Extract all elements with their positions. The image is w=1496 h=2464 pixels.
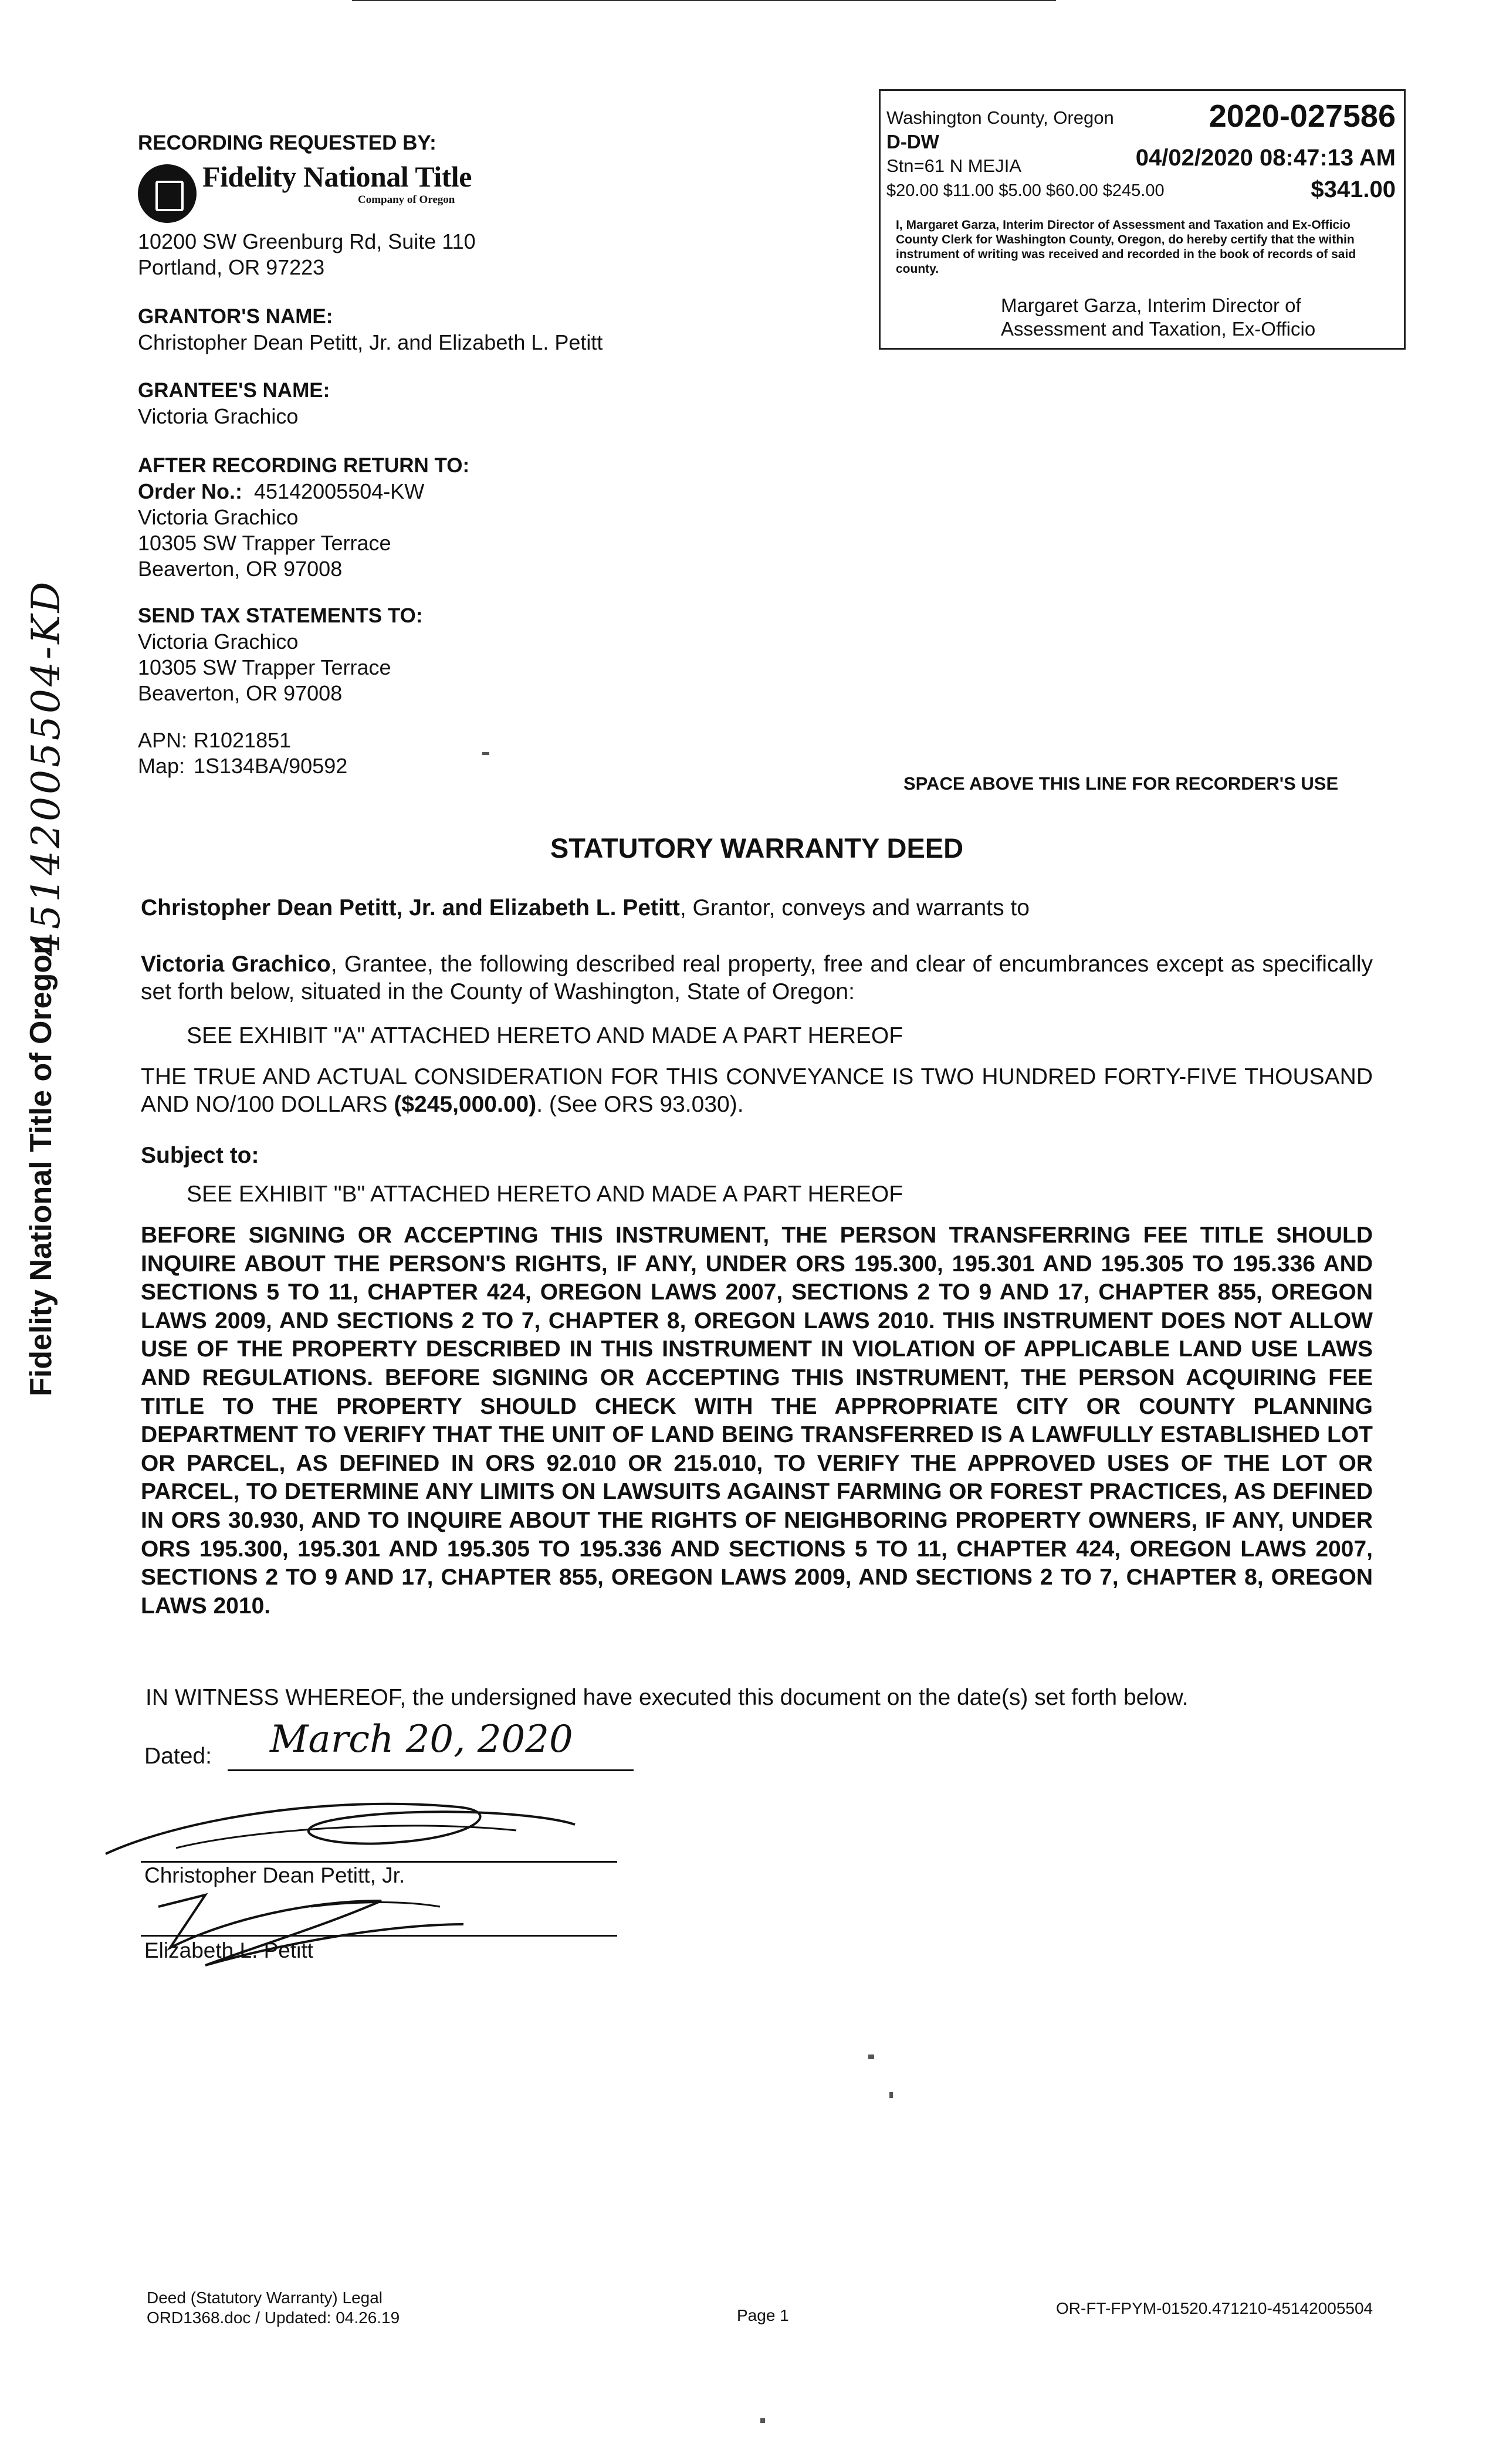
recorder-doc-type: D-DW [886,131,939,153]
document-title: STATUTORY WARRANTY DEED [550,832,964,864]
recorder-total: $341.00 [1311,177,1396,202]
grantor-clause [141,894,1373,922]
company-sub: Company of Oregon [358,194,455,206]
scan-speck [889,2092,893,2098]
dated-line [228,1769,634,1771]
recorder-stamp-box [879,89,1406,350]
recorder-fees: $20.00 $11.00 $5.00 $60.00 $245.00 [886,181,1165,200]
grantor-names: Christopher Dean Petitt, Jr. and Elizabeth L. Petitt [141,895,680,920]
subject-to-label: Subject to: [141,1143,259,1168]
footer-page-number: Page 1 [737,2306,789,2324]
recorder-datetime: 04/02/2020 08:47:13 AM [1135,145,1396,171]
return-label: AFTER RECORDING RETURN TO: [138,454,470,477]
recorder-county: Washington County, Oregon [886,107,1114,128]
map-label: Map: [138,754,185,778]
footer-right: OR-FT-FPYM-01520.471210-45142005504 [1056,2299,1373,2317]
scan-speck [482,752,489,755]
company-address [138,229,476,280]
witness-clause: IN WITNESS WHEREOF, the undersigned have executed this document on the date(s) set forth below. [145,1685,1189,1710]
recorder-signer-line1: Margaret Garza, Interim Director of [1001,295,1301,316]
grantee-rest: , Grantee, the following described real property, free and clear of encumbrances except as specifically set forth below, situated in the County of Washington, State of Oregon: [141,952,1373,1004]
tax-block [138,603,422,706]
grantee-label: GRANTEE'S NAME: [138,379,330,402]
return-addr2: Beaverton, OR 97008 [138,557,343,581]
scan-speck [868,2055,874,2059]
signature-scribble-1 [94,1783,639,1871]
company-name: Fidelity National Title [202,160,472,193]
seal-icon [138,164,197,223]
dated-handwritten: March 20, 2020 [270,1718,573,1761]
land-use-notice: BEFORE SIGNING OR ACCEPTING THIS INSTRUMENT, THE PERSON TRANSFERRING FEE TITLE SHOULD INQUIRE ABOUT THE PERSON'S RIGHTS, IF ANY, UNDER ORS 195.300, 195.301 AND 195.305 TO 195.336 AND SECTIONS 5 TO 11, CHAPTER 424, OREGON LAWS 2007, SECTIONS 2 TO 9 AND 17, CHAPTER 855, OREGON LAWS 2009, AND SECTIONS 2 TO 7, CHAPTER 8, OREGON LAWS 2010. THIS INSTRUMENT DOES NOT ALLOW USE OF THE PROPERTY DESCRIBED IN THIS INSTRUMENT IN VIOLATION OF APPLICABLE LAND USE LAWS AND REGULATIONS. BEFORE SIGNING OR ACCEPTING THIS INSTRUMENT, THE PERSON ACQUIRING FEE TITLE TO THE PROPERTY SHOULD CHECK WITH THE APPROPRIATE CITY OR COUNTY PLANNING DEPARTMENT TO VERIFY THAT THE UNIT OF LAND BEING TRANSFERRED IS A LAWFULLY ESTABLISHED LOT OR PARCEL, AS DEFINED IN ORS 92.010 OR 215.010, TO VERIFY THE APPROVED USES OF THE LOT OR PARCEL, TO DETERMINE ANY LIMITS ON LAWSUITS AGAINST FARMING OR FOREST PRACTICES, AS DEFINED IN ORS 30.930, AND TO INQUIRE ABOUT THE RIGHTS OF NEIGHBORING PROPERTY OWNERS, IF ANY, UNDER ORS 195.300, 195.301 AND 195.305 TO 195.336 AND SECTIONS 5 TO 11, CHAPTER 424, OREGON LAWS 2007, SECTIONS 2 TO 9 AND 17, CHAPTER 855, OREGON LAWS 2009, AND SECTIONS 2 TO 7, CHAPTER 8, OREGON LAWS 2010. [141,1223,1373,1619]
order-label: Order No.: [138,479,243,503]
recording-requested-label: RECORDING REQUESTED BY: [138,131,436,154]
grantor-value: Christopher Dean Petitt, Jr. and Elizabeth L. Petitt [138,330,603,354]
scan-speck [760,2418,765,2423]
signature-line-1 [141,1861,617,1863]
signature-line-2 [141,1935,617,1937]
space-above-notice: SPACE ABOVE THIS LINE FOR RECORDER'S USE [903,773,1339,794]
address-line1: 10200 SW Greenburg Rd, Suite 110 [138,229,476,253]
tax-addr2: Beaverton, OR 97008 [138,681,343,705]
order-value: 45142005504-KW [254,479,425,503]
tax-name: Victoria Grachico [138,629,299,654]
side-company-text: Fidelity National Title of Oregon [24,936,58,1396]
company-logo [138,160,549,218]
exhibit-a-line: SEE EXHIBIT "A" ATTACHED HERETO AND MADE A PART HEREOF [187,1023,903,1048]
return-name: Victoria Grachico [138,505,299,529]
address-line2: Portland, OR 97223 [138,255,325,279]
recorder-signer [1001,294,1315,341]
dated-label: Dated: [144,1744,212,1769]
consideration-amount: ($245,000.00) [394,1092,537,1117]
exhibit-b-line: SEE EXHIBIT "B" ATTACHED HERETO AND MADE A PART HEREOF [187,1182,903,1207]
tax-label: SEND TAX STATEMENTS TO: [138,604,423,627]
footer-left-line1: Deed (Statutory Warranty) Legal [147,2289,383,2307]
grantee-block [138,378,330,429]
grantor-rest: , Grantor, conveys and warrants to [679,895,1030,920]
top-rule [352,0,1056,1]
recorder-certification: I, Margaret Garza, Interim Director of Assessment and Taxation and Ex-Officio County Clerk for Washington County, Oregon, do hereby certify that the within instrument of writing was received and recorded in the book of records of said county. [896,218,1356,276]
apn-label: APN: [138,728,188,752]
recorder-signer-line2: Assessment and Taxation, Ex-Officio [1001,318,1316,340]
return-addr1: 10305 SW Trapper Terrace [138,531,391,555]
signer1-name: Christopher Dean Petitt, Jr. [144,1863,405,1887]
consideration-pre: THE TRUE AND ACTUAL CONSIDERATION FOR THIS CONVEYANCE IS TWO HUNDRED FORTY-FIVE THOUSAND AND NO/100 DOLLARS [141,1064,1373,1117]
apn-value: R1021851 [194,728,292,752]
recorder-station: Stn=61 N MEJIA [886,155,1022,176]
grantor-block [138,304,603,356]
consideration-clause [141,1063,1373,1118]
tax-addr1: 10305 SW Trapper Terrace [138,655,391,679]
recorder-doc-number: 2020-027586 [1209,99,1396,134]
grantee-value: Victoria Grachico [138,404,299,428]
footer-left-line2: ORD1368.doc / Updated: 04.26.19 [147,2309,400,2327]
signer2-name: Elizabeth L. Petitt [144,1938,313,1962]
grantee-clause [141,950,1373,1006]
return-block [138,453,469,582]
grantor-label: GRANTOR'S NAME: [138,305,333,328]
grantee-name: Victoria Grachico [141,952,331,977]
consideration-post: . (See ORS 93.030). [536,1092,744,1117]
footer-left [147,2288,400,2328]
apn-map-block [138,727,347,779]
side-handwritten-order: 45142005504-KD [23,579,69,956]
map-value: 1S134BA/90592 [194,754,348,778]
